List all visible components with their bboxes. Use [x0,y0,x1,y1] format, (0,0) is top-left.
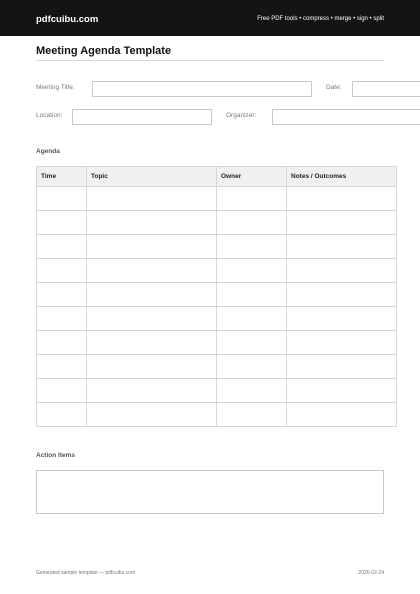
cell-owner[interactable] [217,259,287,283]
cell-time[interactable] [37,307,87,331]
cell-topic[interactable] [87,187,217,211]
cell-notes[interactable] [287,283,397,307]
cell-time[interactable] [37,355,87,379]
date-field[interactable] [352,81,420,97]
cell-owner[interactable] [217,355,287,379]
cell-topic[interactable] [87,211,217,235]
cell-topic[interactable] [87,331,217,355]
table-row [37,379,397,403]
cell-notes[interactable] [287,355,397,379]
organizer-label: Organizer: [226,112,257,119]
cell-notes[interactable] [287,187,397,211]
cell-owner[interactable] [217,403,287,427]
date-label: Date: [326,84,342,91]
cell-time[interactable] [37,187,87,211]
meeting-title-field[interactable] [92,81,312,97]
organizer-field[interactable] [272,109,420,125]
cell-owner[interactable] [217,307,287,331]
table-row [37,235,397,259]
column-header-time: Time [37,167,87,187]
cell-time[interactable] [37,403,87,427]
column-header-notes: Notes / Outcomes [287,167,397,187]
agenda-table [36,166,397,427]
table-row [37,283,397,307]
cell-topic[interactable] [87,355,217,379]
column-header-owner: Owner [217,167,287,187]
cell-owner[interactable] [217,283,287,307]
table-row [37,307,397,331]
table-row [37,331,397,355]
location-field[interactable] [72,109,212,125]
cell-owner[interactable] [217,211,287,235]
cell-time[interactable] [37,331,87,355]
cell-time[interactable] [37,379,87,403]
cell-notes[interactable] [287,403,397,427]
cell-time[interactable] [37,211,87,235]
page-title: Meeting Agenda Template [36,45,172,57]
cell-owner[interactable] [217,331,287,355]
cell-topic[interactable] [87,283,217,307]
action-items-field[interactable] [36,470,384,514]
cell-owner[interactable] [217,187,287,211]
agenda-table-body [37,187,397,427]
cell-time[interactable] [37,283,87,307]
table-row [37,259,397,283]
cell-notes[interactable] [287,379,397,403]
cell-time[interactable] [37,259,87,283]
cell-notes[interactable] [287,211,397,235]
cell-notes[interactable] [287,259,397,283]
column-header-topic: Topic [87,167,217,187]
cell-topic[interactable] [87,235,217,259]
action-items-heading: Action Items [36,452,76,459]
cell-time[interactable] [37,235,87,259]
meeting-title-label: Meeting Title: [36,84,75,91]
top-bar [0,0,420,36]
cell-owner[interactable] [217,379,287,403]
table-row [37,211,397,235]
agenda-heading: Agenda [36,148,60,155]
footer-date: 2026-02-24 [358,570,384,576]
cell-owner[interactable] [217,235,287,259]
cell-notes[interactable] [287,331,397,355]
table-header-row [37,167,397,187]
cell-topic[interactable] [87,307,217,331]
location-label: Location: [36,112,63,119]
cell-topic[interactable] [87,259,217,283]
cell-notes[interactable] [287,235,397,259]
cell-topic[interactable] [87,379,217,403]
cell-topic[interactable] [87,403,217,427]
cell-notes[interactable] [287,307,397,331]
brand-logo[interactable]: pdfcuibu.com [36,14,99,25]
table-row [37,187,397,211]
title-divider [36,60,384,61]
table-row [37,355,397,379]
footer-credit: Generated sample template — pdfcuibu.com [36,570,136,576]
table-row [37,403,397,427]
header-tagline: Free PDF tools • compress • merge • sign • split [257,16,384,22]
